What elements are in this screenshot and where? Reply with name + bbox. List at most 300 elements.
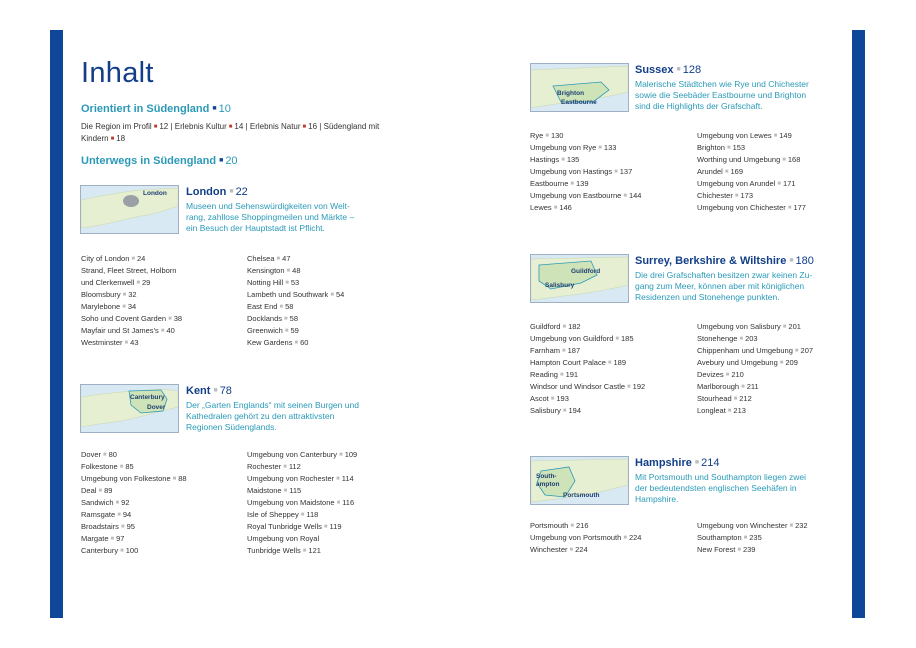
toc-entry[interactable] xyxy=(81,313,182,325)
london-title: London xyxy=(186,186,227,198)
toc-entry[interactable] xyxy=(530,333,645,345)
entry-page: 235 xyxy=(749,533,762,542)
entry-title: Strand, Fleet Street, Holborn xyxy=(81,266,177,275)
entry-page: 173 xyxy=(740,191,753,200)
toc-entry[interactable] xyxy=(247,545,357,557)
entry-title: Portsmouth xyxy=(530,521,569,530)
toc-entry[interactable] xyxy=(81,277,182,289)
toc-entry[interactable] xyxy=(697,130,806,142)
entry-title: Umgebung von Portsmouth xyxy=(530,533,622,542)
square-bullet-icon: ■ xyxy=(120,548,124,554)
square-bullet-icon: ■ xyxy=(212,105,217,112)
square-bullet-icon: ■ xyxy=(330,292,334,298)
entry-page: 177 xyxy=(793,203,806,212)
toc-entry[interactable] xyxy=(81,289,182,301)
square-bullet-icon: ■ xyxy=(545,133,549,139)
desc-line: rang, zahllose Shoppingmeilen und Märkte – xyxy=(186,212,355,222)
square-bullet-icon: ■ xyxy=(160,328,165,334)
entry-page: 48 xyxy=(292,266,301,275)
kent-title: Kent xyxy=(186,385,211,397)
intro-item-page: 16 xyxy=(308,122,318,131)
toc-entry[interactable] xyxy=(247,509,357,521)
entry-title: Stourhead xyxy=(697,394,732,403)
toc-entry[interactable] xyxy=(247,289,344,301)
toc-entry[interactable] xyxy=(697,178,806,190)
toc-entry[interactable] xyxy=(247,473,357,485)
london-description xyxy=(186,201,354,234)
toc-entry[interactable] xyxy=(247,485,357,497)
square-bullet-icon: ■ xyxy=(124,340,129,346)
entry-title: Umgebung von Salisbury xyxy=(697,322,781,331)
square-bullet-icon: ■ xyxy=(562,348,566,354)
entry-page: 29 xyxy=(142,278,151,287)
square-bullet-icon: ■ xyxy=(782,157,786,163)
surrey-description xyxy=(635,270,812,303)
square-bullet-icon: ■ xyxy=(559,372,564,378)
square-bullet-icon: ■ xyxy=(336,476,340,482)
hampshire-map xyxy=(530,456,629,505)
toc-entry[interactable] xyxy=(697,142,806,154)
entry-title: Worthing und Umgebung xyxy=(697,155,781,164)
toc-entry[interactable] xyxy=(81,337,182,349)
toc-entry[interactable] xyxy=(697,190,806,202)
desc-line: ein Besuch der Hauptstadt ist Pflicht. xyxy=(186,223,325,233)
toc-entry[interactable] xyxy=(530,166,641,178)
entry-page: 209 xyxy=(785,358,798,367)
entry-title: Winchester xyxy=(530,545,568,554)
map-label: Guildford xyxy=(571,268,601,275)
entry-title: und Clerkenwell xyxy=(81,278,135,287)
square-bullet-icon: ■ xyxy=(550,396,555,402)
right-margin-bar xyxy=(852,30,865,618)
desc-line: Mit Portsmouth und Southampton liegen zwei xyxy=(635,472,807,482)
entry-page: 135 xyxy=(566,155,580,164)
square-bullet-icon: ■ xyxy=(725,372,730,378)
entry-page: 121 xyxy=(308,546,321,555)
entry-page: 153 xyxy=(732,143,746,152)
entry-page: 88 xyxy=(178,474,187,483)
desc-line: Regionen Südenglands. xyxy=(186,422,277,432)
intro-page: 10 xyxy=(218,103,231,115)
square-bullet-icon: ■ xyxy=(623,535,627,541)
sussex-title: Sussex xyxy=(635,64,674,76)
entry-title: Umgebung von Rye xyxy=(530,143,597,152)
surrey-heading[interactable] xyxy=(635,255,814,267)
entry-title: Ascot xyxy=(530,394,549,403)
square-bullet-icon: ■ xyxy=(336,500,341,506)
entry-title: Kew Gardens xyxy=(247,338,293,347)
square-bullet-icon: ■ xyxy=(219,157,224,164)
entry-page: 109 xyxy=(344,450,358,459)
unterwegs-heading[interactable] xyxy=(81,155,238,167)
entry-page: 211 xyxy=(746,382,759,391)
square-bullet-icon: ■ xyxy=(229,188,234,195)
entry-title: Umgebung von Eastbourne xyxy=(530,191,622,200)
entry-title: Umgebung von Folkestone xyxy=(81,474,171,483)
toc-entry[interactable] xyxy=(247,301,344,313)
toc-entry[interactable] xyxy=(697,532,808,544)
toc-entry[interactable] xyxy=(530,405,645,417)
entry-title: New Forest xyxy=(697,545,736,554)
toc-entry[interactable] xyxy=(697,202,806,214)
entry-title: Canterbury xyxy=(81,546,119,555)
kent-heading[interactable] xyxy=(186,385,232,397)
square-bullet-icon: ■ xyxy=(228,124,233,130)
entry-title: Hastings xyxy=(530,155,560,164)
toc-entry[interactable] xyxy=(530,321,645,333)
square-bullet-icon: ■ xyxy=(777,181,782,187)
london-page: 22 xyxy=(235,186,248,198)
entry-title: Mayfair und St James’s xyxy=(81,326,159,335)
entry-title: Southampton xyxy=(697,533,742,542)
toc-entry[interactable] xyxy=(247,253,344,265)
entry-page: 144 xyxy=(628,191,642,200)
square-bullet-icon: ■ xyxy=(283,464,287,470)
entry-page: 213 xyxy=(733,406,746,415)
intro-items: Die Region im Profil ■ 12 | Erlebnis Kultur ■ 14 | Erlebnis Natur ■ 16 | Südengland mit Kindern ■ 18 xyxy=(81,122,380,143)
entry-title: Umgebung von Maidstone xyxy=(247,498,335,507)
square-bullet-icon: ■ xyxy=(302,124,307,130)
toc-entry[interactable] xyxy=(81,545,187,557)
entry-page: 60 xyxy=(300,338,309,347)
entry-title: Ramsgate xyxy=(81,510,116,519)
kent-description xyxy=(186,400,359,433)
toc-entry[interactable] xyxy=(530,154,641,166)
toc-entry[interactable] xyxy=(697,544,808,556)
entry-page: 34 xyxy=(127,302,137,311)
entry-page: 119 xyxy=(329,522,342,531)
toc-entry[interactable] xyxy=(247,449,357,461)
entry-title: Umgebung von Arundel xyxy=(697,179,776,188)
toc-entry[interactable] xyxy=(81,521,187,533)
entry-title: Rochester xyxy=(247,462,282,471)
entry-page: 53 xyxy=(290,278,300,287)
square-bullet-icon: ■ xyxy=(787,205,792,211)
toc-entry[interactable] xyxy=(247,313,344,325)
kent-page: 78 xyxy=(219,385,232,397)
square-bullet-icon: ■ xyxy=(737,547,741,553)
map-label: London xyxy=(143,190,167,197)
square-bullet-icon: ■ xyxy=(168,316,172,322)
square-bullet-icon: ■ xyxy=(119,464,124,470)
entry-page: 201 xyxy=(788,322,801,331)
toc-entry[interactable] xyxy=(81,325,182,337)
toc-entry[interactable] xyxy=(697,357,813,369)
toc-entry[interactable] xyxy=(247,325,344,337)
entry-title: Chichester xyxy=(697,191,733,200)
toc-entry[interactable] xyxy=(247,265,344,277)
entry-page: 94 xyxy=(122,510,132,519)
entry-title: Umgebung von Winchester xyxy=(697,521,788,530)
square-bullet-icon: ■ xyxy=(284,316,288,322)
toc-entry[interactable] xyxy=(81,497,187,509)
london-list-col1 xyxy=(81,253,182,349)
hampshire-title: Hampshire xyxy=(635,457,692,469)
entry-page: 146 xyxy=(559,203,572,212)
square-bullet-icon: ■ xyxy=(562,408,567,414)
entry-title: Bloomsbury xyxy=(81,290,121,299)
entry-title: Soho und Covent Garden xyxy=(81,314,167,323)
square-bullet-icon: ■ xyxy=(136,280,140,286)
surrey-page: 180 xyxy=(795,255,814,267)
entry-page: 193 xyxy=(556,394,569,403)
surrey-title: Surrey, Berkshire & Wiltshire xyxy=(635,255,787,267)
entry-title: Eastbourne xyxy=(530,179,569,188)
square-bullet-icon: ■ xyxy=(562,324,567,330)
toc-entry[interactable] xyxy=(530,142,641,154)
entry-page: 137 xyxy=(619,167,633,176)
toc-entry[interactable] xyxy=(81,533,187,545)
toc-entry[interactable] xyxy=(530,178,641,190)
entry-page: 47 xyxy=(282,254,291,263)
map-label: Eastbourne xyxy=(561,99,597,106)
toc-entry[interactable] xyxy=(697,345,813,357)
entry-page: 24 xyxy=(137,254,146,263)
kent-map xyxy=(80,384,179,433)
entry-title: Lambeth und Southwark xyxy=(247,290,329,299)
left-margin-bar xyxy=(50,30,63,618)
toc-entry[interactable] xyxy=(247,521,357,533)
square-bullet-icon: ■ xyxy=(676,66,681,73)
intro-item-page: 14 xyxy=(234,122,244,131)
toc-entry[interactable] xyxy=(530,202,641,214)
entry-title: Marlborough xyxy=(697,382,740,391)
entry-page: 40 xyxy=(166,326,175,335)
entry-page: 58 xyxy=(289,314,298,323)
square-bullet-icon: ■ xyxy=(172,476,177,482)
entry-page: 114 xyxy=(341,474,354,483)
hampshire-list-col1 xyxy=(530,520,641,556)
square-bullet-icon: ■ xyxy=(276,256,281,262)
unterwegs-page: 20 xyxy=(225,155,238,167)
entry-page: 80 xyxy=(108,450,117,459)
map-label: Portsmouth xyxy=(563,492,600,499)
toc-entry[interactable] xyxy=(247,533,357,545)
toc-entry[interactable] xyxy=(697,369,813,381)
entry-page: 203 xyxy=(745,334,758,343)
map-label: Dover xyxy=(147,404,166,411)
square-bullet-icon: ■ xyxy=(794,348,799,354)
entry-title: Margate xyxy=(81,534,109,543)
london-heading[interactable] xyxy=(186,186,248,198)
toc-entry[interactable] xyxy=(530,357,645,369)
square-bullet-icon: ■ xyxy=(627,384,631,390)
entry-title: Devizes xyxy=(697,370,724,379)
square-bullet-icon: ■ xyxy=(726,145,731,151)
toc-entry[interactable] xyxy=(81,509,187,521)
intro-item-profil[interactable]: Die Region im Profil xyxy=(81,122,152,131)
entry-page: 216 xyxy=(575,521,589,530)
square-bullet-icon: ■ xyxy=(789,257,794,264)
entry-title: Windsor und Windsor Castle xyxy=(530,382,626,391)
toc-entry[interactable] xyxy=(697,381,813,393)
london-map xyxy=(80,185,179,234)
toc-entry[interactable] xyxy=(81,265,182,277)
square-bullet-icon: ■ xyxy=(131,256,135,262)
toc-entry[interactable] xyxy=(530,520,641,532)
entry-title: Dover xyxy=(81,450,102,459)
kent-list-col1 xyxy=(81,449,187,557)
london-list-col2 xyxy=(247,253,344,349)
toc-entry[interactable] xyxy=(81,485,187,497)
square-bullet-icon: ■ xyxy=(570,181,574,187)
toc-entry[interactable] xyxy=(530,532,641,544)
toc-entry[interactable] xyxy=(81,253,182,265)
toc-entry[interactable] xyxy=(697,405,813,417)
square-bullet-icon: ■ xyxy=(569,547,574,553)
entry-page: 115 xyxy=(289,486,302,495)
entry-page: 224 xyxy=(628,533,642,542)
entry-title: Hampton Court Palace xyxy=(530,358,606,367)
toc-entry[interactable] xyxy=(247,497,357,509)
square-bullet-icon: ■ xyxy=(120,524,125,530)
entry-page: 182 xyxy=(568,322,581,331)
desc-line: Die drei Grafschaften besitzen zwar keinen Zu- xyxy=(635,270,813,280)
toc-entry[interactable] xyxy=(530,130,641,142)
toc-entry[interactable] xyxy=(530,381,645,393)
desc-line: sind die Highlights der Grafschaft. xyxy=(635,101,763,111)
entry-page: 149 xyxy=(779,131,792,140)
toc-entry[interactable] xyxy=(697,321,813,333)
entry-page: 185 xyxy=(621,334,634,343)
toc-entry[interactable] xyxy=(530,345,645,357)
intro-heading[interactable] xyxy=(81,103,231,115)
intro-item-kultur[interactable]: Erlebnis Kultur xyxy=(174,122,227,131)
entry-title: Farnham xyxy=(530,346,561,355)
entry-title: Marylebone xyxy=(81,302,121,311)
map-label: Canterbury xyxy=(130,394,165,401)
map-label: Salisbury xyxy=(545,282,575,289)
square-bullet-icon: ■ xyxy=(110,136,115,142)
map-label: Brighton xyxy=(557,90,585,97)
square-bullet-icon: ■ xyxy=(741,384,745,390)
intro-title: Orientiert in Südengland xyxy=(81,103,210,115)
toc-entry[interactable] xyxy=(247,277,344,289)
entry-page: 192 xyxy=(632,382,646,391)
entry-page: 210 xyxy=(731,370,744,379)
toc-entry[interactable] xyxy=(530,393,645,405)
toc-entry[interactable] xyxy=(247,337,344,349)
entry-page: 239 xyxy=(742,545,756,554)
entry-title: Arundel xyxy=(697,167,723,176)
toc-entry[interactable] xyxy=(81,449,187,461)
sussex-heading[interactable] xyxy=(635,64,701,76)
surrey-list-col2 xyxy=(697,321,813,417)
sussex-list-col1 xyxy=(530,130,641,214)
toc-entry[interactable] xyxy=(697,154,806,166)
square-bullet-icon: ■ xyxy=(323,524,328,530)
entry-page: 130 xyxy=(550,131,564,140)
square-bullet-icon: ■ xyxy=(733,396,738,402)
square-bullet-icon: ■ xyxy=(598,145,602,151)
entry-page: 168 xyxy=(787,155,801,164)
square-bullet-icon: ■ xyxy=(285,280,289,286)
desc-line: Kathedralen gehört zu den attraktivsten xyxy=(186,411,335,421)
desc-line: Museen und Sehenswürdigkeiten von Welt- xyxy=(186,201,350,211)
entry-page: 133 xyxy=(603,143,617,152)
toc-entry[interactable] xyxy=(697,393,813,405)
page-title: Inhalt xyxy=(81,57,154,89)
entry-title: East End xyxy=(247,302,278,311)
entry-page: 187 xyxy=(567,346,581,355)
square-bullet-icon: ■ xyxy=(607,360,612,366)
entry-title: Umgebung von Hastings xyxy=(530,167,613,176)
entry-title: Westminster xyxy=(81,338,123,347)
entry-page: 169 xyxy=(730,167,743,176)
toc-entry[interactable] xyxy=(81,301,182,313)
square-bullet-icon: ■ xyxy=(734,193,739,199)
entry-title: Greenwich xyxy=(247,326,283,335)
entry-title: Chippenham und Umgebung xyxy=(697,346,793,355)
square-bullet-icon: ■ xyxy=(743,535,748,541)
entry-page: 194 xyxy=(568,406,581,415)
intro-item-kinder[interactable]: Südengland mit Kindern xyxy=(81,122,380,143)
entry-page: 38 xyxy=(173,314,183,323)
entry-page: 139 xyxy=(576,179,589,188)
entry-title: Tunbridge Wells xyxy=(247,546,301,555)
toc-entry[interactable] xyxy=(697,166,806,178)
entry-title: Umgebung von Canterbury xyxy=(247,450,338,459)
entry-title: Lewes xyxy=(530,203,552,212)
entry-page: 43 xyxy=(130,338,139,347)
desc-line: Hampshire. xyxy=(635,494,679,504)
square-bullet-icon: ■ xyxy=(302,548,307,554)
entry-title: Royal Tunbridge Wells xyxy=(247,522,322,531)
desc-line: sowie die Seebäder Eastbourne und Brighton xyxy=(635,90,807,100)
square-bullet-icon: ■ xyxy=(615,336,620,342)
entry-title: Umgebung von Guildford xyxy=(530,334,614,343)
toc-entry[interactable] xyxy=(247,461,357,473)
entry-page: 59 xyxy=(290,326,299,335)
desc-line: Residenzen und Stonehenge punkten. xyxy=(635,292,780,302)
entry-page: 212 xyxy=(739,394,752,403)
square-bullet-icon: ■ xyxy=(614,169,618,175)
unterwegs-title: Unterwegs in Südengland xyxy=(81,155,217,167)
map-label: South- xyxy=(536,473,557,480)
entry-title: Deal xyxy=(81,486,97,495)
square-bullet-icon: ■ xyxy=(115,500,120,506)
entry-page: 89 xyxy=(104,486,113,495)
desc-line: gang zum Meer, können aber mit königlichen xyxy=(635,281,805,291)
hampshire-heading[interactable] xyxy=(635,457,719,469)
intro-item-natur[interactable]: Erlebnis Natur xyxy=(249,122,301,131)
square-bullet-icon: ■ xyxy=(739,336,744,342)
entry-title: City of London xyxy=(81,254,130,263)
surrey-list-col1 xyxy=(530,321,645,417)
toc-entry[interactable] xyxy=(530,190,641,202)
sussex-list-col2 xyxy=(697,130,806,214)
entry-page: 232 xyxy=(795,521,808,530)
toc-entry[interactable] xyxy=(81,473,187,485)
toc-entry[interactable] xyxy=(530,369,645,381)
square-bullet-icon: ■ xyxy=(727,408,732,414)
square-bullet-icon: ■ xyxy=(279,304,284,310)
square-bullet-icon: ■ xyxy=(623,193,627,199)
entry-title: Umgebung von Royal xyxy=(247,534,320,543)
toc-entry[interactable] xyxy=(530,544,641,556)
entry-title: Umgebung von Lewes xyxy=(697,131,772,140)
hampshire-page: 214 xyxy=(701,457,720,469)
entry-title: Stonehenge xyxy=(697,334,738,343)
toc-entry[interactable] xyxy=(697,333,813,345)
entry-title: Notting Hill xyxy=(247,278,284,287)
entry-title: Brighton xyxy=(697,143,725,152)
entry-page: 224 xyxy=(575,545,588,554)
toc-entry[interactable] xyxy=(81,461,187,473)
entry-title: Guildford xyxy=(530,322,561,331)
square-bullet-icon: ■ xyxy=(294,340,299,346)
toc-entry[interactable] xyxy=(697,520,808,532)
